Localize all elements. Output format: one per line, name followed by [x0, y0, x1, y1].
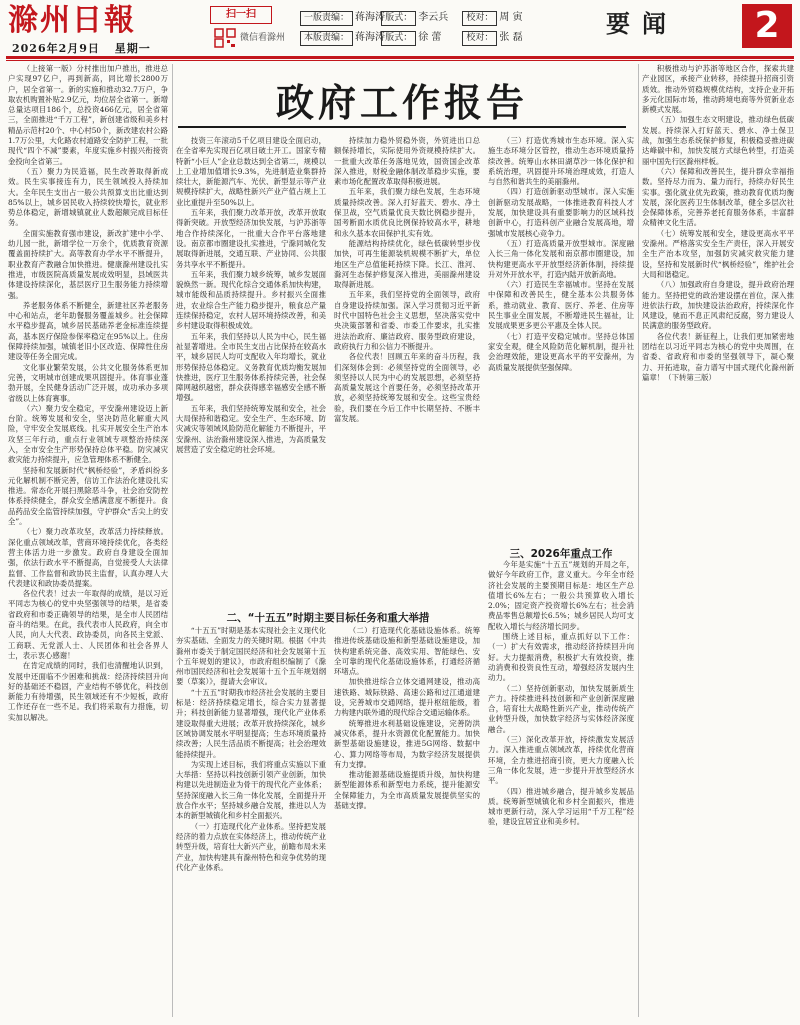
article-paragraph: 各位代表！过去一年取得的成绩，是以习近平同志为核心的党中央坚强领导的结果，是省委省政府和市委正确领导的结果，是全市人民团结奋斗的结果。在此，我代表市人民政府，向全市人民，向人大代表、政协委员，向各民主党派、工商联、无党派人士、人民团体和社会各界人士，表示衷心感谢！ — [8, 589, 168, 660]
layout-label: 版式： — [381, 11, 416, 26]
masthead — [0, 0, 800, 62]
section-heading-five-year-plan: 二、“十五五”时期主要目标任务和重大举措 — [226, 612, 430, 624]
layout-value: 李云兵 — [418, 12, 449, 23]
article-column-4-lower — [488, 560, 634, 1016]
article-paragraph: 持续加力稳外贸稳外资，外贸进出口总额保持增长，实际使用外资规模持续扩大。一批重大改革任务落地见效，国资国企改革深入推进，财税金融体制改革稳步实施，要素市场化配置改革取得积极进展。 — [334, 136, 480, 187]
article-paragraph: （一）打造现代化产业体系。坚持把发展经济的着力点放在实体经济上，推动传统产业转型升级，培育壮大新兴产业，前瞻布局未来产业，加快构建具有滁州特色和竞争优势的现代化产业体系。 — [176, 821, 326, 872]
editor-credits — [300, 8, 540, 48]
article-paragraph: 积极推动与沪苏浙等地区合作，探索共建产业园区，承接产业转移，持续提升招商引资质效。推动外贸稳规模优结构，支持企业开拓多元化国际市场，推动跨境电商等外贸新业态新模式发展。 — [642, 64, 794, 115]
article-paragraph: （六）保障和改善民生，提升群众幸福指数。坚持尽力而为、量力而行，持续办好民生实事。强化就业优先政策，推动教育优质均衡发展，深化医药卫生体制改革，健全多层次社会保障体系，完善养老托育服务体系，丰富群众精神文化生活。 — [642, 166, 794, 228]
proof-label: 校对： — [462, 11, 497, 26]
layout-value: 徐 蕾 — [418, 32, 442, 43]
article-paragraph: （二）坚持创新驱动，加快发展新质生产力。持续推进科技创新和产业创新深度融合，培育壮大战略性新兴产业，推动传统产业转型升级，加快数字经济与实体经济深度融合。 — [488, 683, 634, 734]
article-headline: 政府工作报告 — [275, 81, 528, 125]
section-title: 要闻 — [606, 9, 678, 38]
scan-badge — [210, 6, 272, 24]
article-column-3-lower — [334, 626, 480, 1016]
weekday-text: 星期一 — [114, 42, 151, 55]
proof-label: 校对： — [462, 31, 497, 46]
article-paragraph: 五年来，我们聚力绿色发展，生态环境质量持续改善。深入打好蓝天、碧水、净土保卫战，空气质量优良天数比例稳步提升，国考断面水质优良比例保持较高水平，耕地和永久基本农田保护扎实有效。 — [334, 187, 480, 238]
scan-badge-label: 扫一扫 — [226, 9, 256, 20]
article-paragraph: （五）聚力为民造福，民生改善取得新成效。民生实事接连有力，民生领域投入持续加大。全年民生支出占一般公共预算支出比重达到85%以上，城乡居民收入持续较快增长，就业形势总体稳定，新增城镇就业人数超额完成目标任务。 — [8, 166, 168, 228]
editor-row — [300, 8, 540, 28]
qr-code-icon — [214, 28, 236, 48]
article-paragraph: （三）打造优秀城市生态环境。深入实施生态环境分区管控，推动生态环境质量持续改善。统筹山水林田湖草沙一体化保护和系统治理，巩固提升环境治理成效，打造人与自然和谐共生的美丽滁州。 — [488, 136, 634, 187]
article-paragraph: 今年是实施“十五五”规划的开局之年，做好今年政府工作，意义重大。今年全市经济社会发展的主要预期目标是：地区生产总值增长6%左右；一般公共预算收入增长2.0%；固定资产投资增长6%左右；社会消费品零售总额增长6.5%；城乡居民人均可支配收入增长与经济增长同步。 — [488, 560, 634, 631]
article-paragraph: 推动能源基础设施提质升级，加快构建新型能源体系和新型电力系统，提升能源安全保障能力，为全市高质量发展提供坚实的基础支撑。 — [334, 770, 480, 811]
article-paragraph: （二）打造现代化基础设施体系。统筹推进传统基础设施和新型基础设施建设，加快构建系统完备、高效实用、智能绿色、安全可靠的现代化基础设施体系，打通经济循环堵点。 — [334, 626, 480, 677]
column-divider — [172, 64, 173, 1017]
column-divider — [638, 64, 639, 1017]
editor-label: 一版责编： — [300, 11, 353, 26]
article-paragraph: 技资三年滚动5千亿项目建设全面启动，在全省率先实现百亿项目破土开工。国家专精特新“小巨人”企业总数达到全省第二，规模以上工业增加值增长9.3%，先进制造业集群持续壮大，新能源汽车、光伏、新型显示等产业规模持续扩大，战略性新兴产业产值占规上工业比重提升至50%以上。 — [176, 136, 326, 207]
article-column-2 — [176, 136, 326, 606]
article-paragraph: （八）加强政府自身建设，提升政府治理能力。坚持把党的政治建设摆在首位，深入推进依法行政，加快建设法治政府，持续深化作风建设，驰而不息正风肃纪反腐，努力建设人民满意的服务型政府。 — [642, 280, 794, 331]
article-paragraph: （六）聚力安全稳定，平安滁州建设迈上新台阶。统筹发展和安全，坚决防范化解重大风险，守牢安全发展底线。扎实开展安全生产治本攻坚三年行动，重点行业领域专项整治持续深入，全市安全生产形势保持总体平稳。防灾减灾救灾能力持续提升，应急管理体系不断健全。 — [8, 403, 168, 465]
article-paragraph: 养老服务体系不断健全，新建社区养老服务中心和站点，老年助餐服务覆盖城乡。社会保障水平稳步提高，城乡居民基础养老金标准连续提高，基本医疗保险参保率稳定在95%以上。住房保障持续加强，城镇老旧小区改造、保障性住房建设等任务全面完成。 — [8, 300, 168, 362]
article-paragraph: 在肯定成绩的同时，我们也清醒地认识到，发展中还面临不少困难和挑战：经济持续回升向好的基础还不稳固，产业结构不够优化，科技创新能力有待增强，民生领域还有不少短板，政府工作还存在一些不足。我们将采取有力措施，切实加以解决。 — [8, 661, 168, 722]
headline-underline — [178, 126, 626, 128]
publication-date — [12, 40, 161, 56]
article-paragraph: “十五五”时期我市经济社会发展的主要目标是：经济持续稳定增长，综合实力显著提升；科技创新能力显著增强，现代化产业体系建设取得重大进展；改革开放持续深化，城乡区域协调发展水平明显提高；生态环境质量持续改善；人民生活品质不断提高；社会治理效能持续提升。 — [176, 687, 326, 759]
proof-value: 周 寅 — [499, 12, 523, 23]
date-text: 2026年2月9日 — [12, 42, 100, 55]
scan-badge-subtitle: 微信看滁州 — [240, 33, 286, 43]
article-paragraph: （五）加强生态文明建设，推动绿色低碳发展。持续深入打好蓝天、碧水、净土保卫战，加强生态系统保护修复，积极稳妥推进碳达峰碳中和，加快发展方式绿色转型，打造美丽中国先行区滁州样板。 — [642, 115, 794, 166]
article-paragraph: 五年来，我们坚持以人民为中心，民生福祉显著增进。全市民生支出占比保持在较高水平，城乡居民人均可支配收入年均增长，就业形势保持总体稳定。义务教育优质均衡发展加快推进，医疗卫生服务体系持续完善，社会保障网越织越密，群众获得感幸福感安全感不断增强。 — [176, 331, 326, 403]
article-paragraph: （四）打造创新驱动型城市。深入实施创新驱动发展战略，一体推进教育科技人才发展，加快建设具有重要影响力的区域科技创新中心，打造科创产业融合发展高地，增强城市发展核心竞争力。 — [488, 187, 634, 238]
article-paragraph: （上接第一版）分村推出加户推出，推进总户实现97亿户，再到新高，同比增长2800万户，居全省第一。新的实施和推动32.7万户，争取农机购置补贴2.9亿元，均位居全省第一。新增总量达项目186个，总投资466亿元，居全省第三，全面推进“千万工程”，新创建省级和美乡村精品示范村20个、中心村50个，新改建农村公路1.7万公里，大化路农村道路安全防护工程，一批现代“四个不减”要素，年度实施乡村振兴衔接资金投向全省第三。 — [8, 64, 168, 166]
article-column-3 — [334, 136, 480, 606]
editor-row — [300, 28, 540, 48]
article-paragraph: 各位代表！回顾五年来的奋斗历程，我们深刻体会到：必须坚持党的全面领导，必须坚持以人民为中心的发展思想，必须坚持高质量发展这个首要任务，必须坚持改革开放，必须坚持统筹发展和安全。这些宝贵经验，我们要在今后工作中长期坚持、不断丰富发展。 — [334, 352, 480, 424]
layout-label: 版式： — [381, 31, 416, 46]
article-paragraph: （七）统筹发展和安全，建设更高水平平安滁州。严格落实安全生产责任，深入开展安全生产治本攻坚，加强防灾减灾救灾能力建设，坚持和发展新时代“枫桥经验”，维护社会大局和谐稳定。 — [642, 228, 794, 279]
article-paragraph: （五）打造高质量开放型城市。深度融入长三角一体化发展和南京都市圈建设，加快构建更高水平开放型经济新体制，持续提升对外开放水平，打造内陆开放新高地。 — [488, 238, 634, 279]
masthead-rule — [6, 56, 794, 59]
article-paragraph: 能源结构持续优化，绿色低碳转型步伐加快，可再生能源装机规模不断扩大，单位地区生产总值能耗持续下降。长江、淮河、滁河生态保护修复深入推进，美丽滁州建设取得新进展。 — [334, 238, 480, 290]
article-paragraph: 文化事业繁荣发展，公共文化服务体系更加完善，文明城市创建成果巩固提升。体育事业蓬勃开展，全民健身活动广泛开展，成功承办多项省级以上体育赛事。 — [8, 362, 168, 403]
article-paragraph: 各位代表！新征程上，让我们更加紧密地团结在以习近平同志为核心的党中央周围，在省委、省政府和市委的坚强领导下，凝心聚力、开拓进取，奋力谱写中国式现代化滁州新篇章！（下转第三版） — [642, 331, 794, 382]
article-paragraph: 统筹推进水利基础设施建设，完善防洪减灾体系，提升水资源优化配置能力。加快新型基础设施建设，推进5G网络、数据中心、算力网络等布局，为数字经济发展提供有力支撑。 — [334, 718, 480, 769]
section-heading-2026-work: 三、2026年重点工作 — [509, 548, 613, 560]
article-column-2-lower — [176, 626, 326, 1016]
editor-value: 蒋海涛 — [355, 32, 386, 43]
article-paragraph: （三）深化改革开放，持续激发发展活力。深入推进重点领域改革，持续优化营商环境，全力推进招商引资，更大力度融入长三角一体化发展，进一步提升开放型经济水平。 — [488, 735, 634, 786]
article-paragraph: 坚持和发展新时代“枫桥经验”，矛盾纠纷多元化解机制不断完善，信访工作法治化建设扎实推进。常态化开展扫黑除恶斗争，社会治安防控体系持续健全，群众安全感满意度不断提升。食品药品安全监管持续加强，守护群众“舌尖上的安全”。 — [8, 465, 168, 527]
article-paragraph: 五年来，我们坚持统筹发展和安全，社会大局保持和谐稳定。安全生产、生态环境、防灾减灾等领域风险防范化解能力不断提升，平安滁州、法治滁州建设深入推进，为高质量发展营造了安全稳定的社会环境。 — [176, 403, 326, 454]
article-paragraph: （六）打造民生幸福城市。坚持在发展中保障和改善民生，健全基本公共服务体系，推动就业、教育、医疗、养老、住房等民生事业全面发展，不断增进民生福祉，让发展成果更多更公平惠及全体人民。 — [488, 280, 634, 331]
article-paragraph: 五年来，我们聚力城乡统筹，城乡发展面貌焕然一新。现代化综合交通体系加快构建，城市能级和品质持续提升。乡村振兴全面推进，农业综合生产能力稳步提升，粮食总产量连续保持稳定，农村人居环境持续改善，和美乡村建设取得积极成效。 — [176, 269, 326, 331]
masthead-rule-thin — [6, 60, 794, 61]
article-paragraph: “十五五”时期是基本实现社会主义现代化夯实基础、全面发力的关键时期。根据《中共滁州市委关于制定国民经济和社会发展第十五个五年规划的建议》，市政府组织编制了《滁州市国民经济和社会发展第十五个五年规划纲要（草案）》，提请大会审议。 — [176, 626, 326, 687]
article-paragraph: （七）打造平安稳定城市。坚持总体国家安全观，健全风险防范化解机制，提升社会治理效能，建设更高水平的平安滁州，为高质量发展提供坚强保障。 — [488, 331, 634, 372]
article-paragraph: （七）聚力改革攻坚，改革活力持续释放。深化重点领域改革，营商环境持续优化，各类经营主体活力进一步激发。政府自身建设全面加强，依法行政水平不断提高，自觉接受人大法律监督、工作监督和政协民主监督，认真办理人大代表建议和政协委员提案。 — [8, 527, 168, 588]
article-paragraph: （四）推进城乡融合，提升城乡发展品质。统筹新型城镇化和乡村全面振兴，推进城市更新行动，深入学习运用“千万工程”经验，建设宜居宜业和美乡村。 — [488, 786, 634, 827]
article-paragraph: 全面实施教育强市建设，新改扩建中小学、幼儿园一批，新增学位一万余个，优质教育资源覆盖面持续扩大。高等教育办学水平不断提升，职业教育产教融合加快推进。健康滁州建设扎实推进，市级医院高质量发展成效明显，县域医共体建设持续深化，基层医疗卫生服务能力持续增强。 — [8, 228, 168, 300]
proof-value: 张 磊 — [499, 32, 523, 43]
article-paragraph: 五年来，我们聚力改革开放，改革开放取得新突破。开放型经济加快发展，与沪苏浙等地合作持续深化，一批重大合作平台落地建设。南京都市圈建设扎实推进，宁滁同城化发展取得新进展，交通互联、产业协同、公共服务共享水平不断提升。 — [176, 208, 326, 269]
article-column-4 — [488, 136, 634, 544]
newspaper-logo: 滁州日報 — [8, 3, 136, 38]
article-column-5 — [642, 64, 794, 1017]
article-paragraph: 五年来，我们坚持党的全面领导，政府自身建设持续加强。深入学习贯彻习近平新时代中国特色社会主义思想，坚决落实党中央决策部署和省委、市委工作要求，扎实推进法治政府、廉洁政府、服务型政府建设，政府执行力和公信力不断提升。 — [334, 290, 480, 351]
article-paragraph: 为实现上述目标，我们将重点实施以下重大举措：坚持以科技创新引领产业创新，加快构建以先进制造业为骨干的现代化产业体系；坚持深度融入长三角一体化发展，全面提升开放合作水平；坚持城乡融合发展，推进以人为本的新型城镇化和乡村全面振兴。 — [176, 759, 326, 821]
article-column-1 — [8, 64, 168, 1017]
page-number: 2 — [742, 4, 792, 48]
editor-label: 本版责编： — [300, 31, 353, 46]
article-paragraph: 加快推进综合立体交通网建设，推动高速铁路、城际铁路、高速公路和过江通道建设，完善城市交通网络，提升枢纽能级，着力构建内联外通的现代综合交通运输体系。 — [334, 677, 480, 718]
article-paragraph: 围绕上述目标，重点抓好以下工作：（一）扩大有效需求，推动经济持续回升向好。大力提振消费，积极扩大有效投资，推动消费和投资良性互动，增强经济发展内生动力。 — [488, 632, 634, 683]
editor-value: 蒋海涛 — [355, 12, 386, 23]
